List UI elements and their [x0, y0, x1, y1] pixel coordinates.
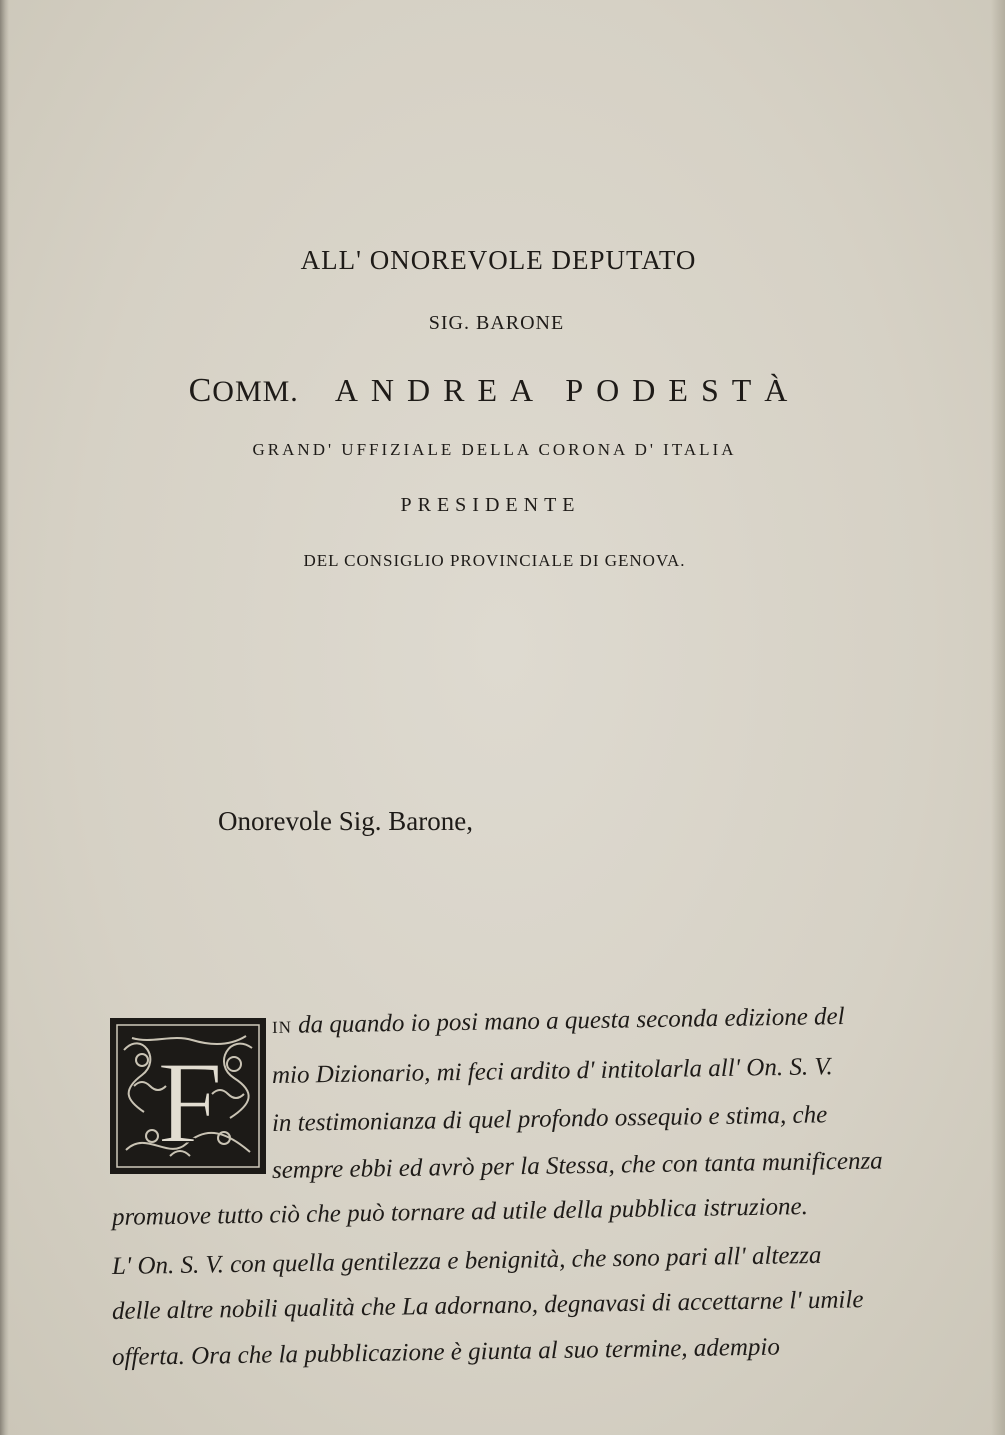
dedicatee-name: ANDREA PODESTÀ [334, 372, 801, 408]
body-line-4: sempre ebbi ed avrò per la Stessa, che con tanta munificenza [271, 1147, 883, 1184]
dedication-line-4: GRAND' UFFIZIALE DELLA CORONA D' ITALIA [252, 440, 737, 459]
body-line-7: delle altre nobili qualità che La adornano, degnavasi di accettarne l' umile [111, 1286, 864, 1325]
body-line-8: offerta. Ora che la pubblicazione è giunta al suo termine, adempio [111, 1333, 781, 1371]
dedication-line-5: PRESIDENTE [400, 494, 581, 516]
dedication-line-6: DEL CONSIGLIO PROVINCIALE DI GENOVA. [303, 551, 686, 570]
dedication-line-1: ALL' ONOREVOLE DEPUTATO [300, 245, 697, 275]
body-line-1 [272, 1003, 845, 1040]
page-edge [991, 0, 1005, 1435]
body-line-3: in testimonianza di quel profondo ossequio e stima, che [271, 1101, 828, 1137]
body-line-2: mio Dizionario, mi feci ardito d' intitolarla all' On. S. V. [271, 1053, 833, 1089]
dedication-line-2: SIG. BARONE [428, 312, 565, 334]
title-abbreviation-initial: C [188, 372, 213, 409]
ornament-icon [112, 1020, 264, 1172]
body-line-5: promuove tutto ciò che può tornare ad utile della pubblica istruzione. [111, 1193, 809, 1231]
title-abbreviation [188, 372, 299, 409]
body-line-1-first-word: IN [271, 1017, 293, 1037]
drop-cap-letter: F [157, 1037, 223, 1168]
body-line-1-rest: da quando io posi mano a questa seconda edizione del [291, 1003, 845, 1039]
title-abbreviation-rest: OMM. [212, 375, 299, 408]
salutation: Onorevole Sig. Barone, [218, 806, 473, 836]
binding-edge [0, 0, 9, 1435]
body-line-6: L' On. S. V. con quella gentilezza e benignità, che sono pari all' altezza [111, 1241, 822, 1280]
drop-cap-ornament [110, 1018, 266, 1174]
dedication-name-line [0, 372, 997, 410]
